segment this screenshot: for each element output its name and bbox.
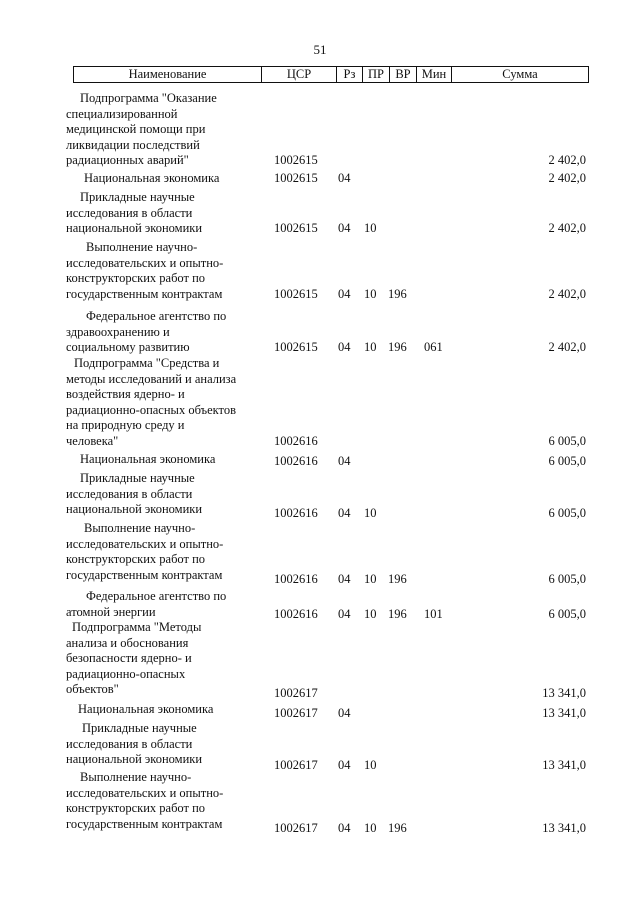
row-pr: 10 (364, 606, 377, 621)
row-name-line: Выполнение научно- (84, 521, 196, 535)
row-rz: 04 (338, 571, 351, 586)
row-name (66, 721, 272, 768)
row-csr: 1002616 (274, 454, 318, 468)
row-name-line: воздействия ядерно- и (66, 387, 185, 401)
row-rz: 04 (338, 758, 351, 772)
row-min: 061 (424, 340, 443, 354)
row-rz: 04 (338, 706, 351, 720)
row-csr: 1002616 (274, 606, 318, 621)
row-name (66, 471, 272, 518)
row-name (66, 702, 272, 718)
row-name-line: исследовательских и опытно- (66, 255, 224, 270)
row-pr: 10 (364, 506, 377, 520)
row-name-line: медицинской помощи при (66, 122, 206, 136)
row-name-line: Прикладные научные (80, 190, 195, 204)
header-vr: ВР (390, 67, 417, 82)
row-name-line: исследования в области (66, 736, 193, 751)
row-rz: 04 (338, 820, 351, 835)
row-pr: 10 (364, 221, 377, 235)
row-sum: 2 402,0 (548, 171, 586, 185)
row-csr: 1002617 (274, 686, 318, 700)
row-name-line: Выполнение научно- (86, 240, 198, 254)
header-rz: Рз (337, 67, 363, 82)
row-name (66, 770, 272, 832)
header-min: Мин (417, 67, 452, 82)
row-csr: 1002615 (274, 286, 318, 301)
row-name-line: социальному развитию (66, 340, 190, 354)
row-csr: 1002617 (274, 706, 318, 720)
row-sum: 13 341,0 (542, 820, 586, 835)
row-name (66, 521, 272, 583)
row-min: 101 (424, 606, 443, 621)
row-name-line: Подпрограмма "Средства и (74, 356, 220, 370)
row-sum: 6 005,0 (548, 571, 586, 586)
row-rz: 04 (338, 506, 351, 520)
row-rz: 04 (338, 286, 351, 301)
row-name (66, 309, 272, 356)
row-name-line: исследования в области (66, 205, 193, 220)
row-name-line: специализированной (66, 106, 178, 121)
page-number: 51 (313, 42, 327, 57)
row-name (66, 589, 272, 620)
row-name (66, 190, 272, 237)
row-name (66, 620, 272, 698)
row-sum: 6 005,0 (548, 606, 586, 621)
row-name-line: государственным контрактам (66, 286, 223, 301)
row-name-line: Выполнение научно- (80, 770, 192, 784)
row-name-line: Подпрограмма "Оказание (80, 91, 217, 105)
row-csr: 1002616 (274, 571, 318, 586)
row-name-line: исследования в области (66, 486, 193, 501)
row-name (66, 452, 272, 468)
row-pr: 10 (364, 286, 377, 301)
row-name-line: исследовательских и опытно- (66, 536, 224, 551)
row-vr: 196 (388, 286, 407, 301)
row-csr: 1002615 (274, 171, 318, 185)
header-name: Наименование (74, 67, 262, 82)
row-sum: 6 005,0 (548, 454, 586, 468)
row-csr: 1002615 (274, 340, 318, 354)
row-name-line: радиационных аварий" (66, 153, 189, 167)
header-csr: ЦСР (262, 67, 337, 82)
row-name-line: радиационно-опасных (66, 666, 186, 681)
row-name (66, 91, 272, 169)
row-name (66, 356, 272, 449)
row-name-line: человека" (66, 433, 119, 448)
row-name-line: исследовательских и опытно- (66, 785, 224, 800)
row-csr: 1002616 (274, 506, 318, 520)
row-sum: 2 402,0 (548, 340, 586, 354)
row-name-line: Федеральное агентство по (86, 309, 227, 323)
header-sum: Сумма (502, 67, 538, 81)
row-name-line: ликвидации последствий (66, 137, 200, 152)
row-name-line: национальной экономики (66, 221, 203, 235)
row-name-line: безопасности ядерно- и (66, 651, 192, 665)
row-rz: 04 (338, 454, 351, 468)
row-name-line: здравоохранению и (66, 324, 170, 339)
row-name-line: государственным контрактам (66, 816, 223, 831)
row-csr: 1002616 (274, 433, 318, 448)
row-name-line: Прикладные научные (80, 471, 195, 485)
row-rz: 04 (338, 221, 351, 235)
row-vr: 196 (388, 340, 407, 354)
row-name-line: государственным контрактам (66, 567, 223, 582)
table-header (73, 66, 589, 83)
row-pr: 10 (364, 571, 377, 586)
row-vr: 196 (388, 606, 407, 621)
row-sum: 13 341,0 (542, 686, 586, 700)
row-name (66, 171, 272, 187)
row-pr: 10 (364, 820, 377, 835)
row-name-line: Национальная экономика (78, 702, 214, 716)
row-name-line: анализа и обоснования (66, 635, 189, 650)
row-name-line: Подпрограмма "Методы (72, 620, 202, 634)
row-vr: 196 (388, 571, 407, 586)
row-sum: 2 402,0 (548, 221, 586, 235)
row-name (66, 240, 272, 302)
row-sum: 13 341,0 (542, 758, 586, 772)
row-sum: 2 402,0 (548, 286, 586, 301)
row-csr: 1002615 (274, 221, 318, 235)
row-sum: 6 005,0 (548, 506, 586, 520)
row-name-line: конструкторских работ по (66, 801, 206, 815)
row-sum: 2 402,0 (548, 153, 586, 167)
row-csr: 1002617 (274, 758, 318, 772)
row-name-line: Федеральное агентство по (86, 589, 227, 603)
row-csr: 1002617 (274, 820, 318, 835)
row-name-line: Национальная экономика (80, 452, 216, 466)
row-name-line: объектов" (66, 682, 119, 696)
row-sum: 6 005,0 (548, 433, 586, 448)
row-sum: 13 341,0 (542, 706, 586, 720)
row-name-line: конструкторских работ по (66, 271, 206, 285)
row-name-line: Национальная экономика (84, 171, 220, 185)
row-name-line: национальной экономики (66, 752, 203, 766)
row-vr: 196 (388, 820, 407, 835)
row-pr: 10 (364, 758, 377, 772)
row-name-line: на природную среду и (66, 418, 185, 432)
row-name-line: национальной экономики (66, 502, 203, 516)
row-rz: 04 (338, 171, 351, 185)
row-name-line: Прикладные научные (82, 721, 197, 735)
row-rz: 04 (338, 340, 351, 354)
row-name-line: конструкторских работ по (66, 552, 206, 566)
row-name-line: радиационно-опасных объектов (66, 402, 236, 417)
row-name-line: атомной энергии (66, 604, 156, 619)
row-pr: 10 (364, 340, 377, 354)
row-csr: 1002615 (274, 153, 318, 167)
header-pr: ПР (363, 67, 390, 82)
row-name-line: методы исследований и анализа (66, 371, 237, 386)
row-rz: 04 (338, 606, 351, 621)
